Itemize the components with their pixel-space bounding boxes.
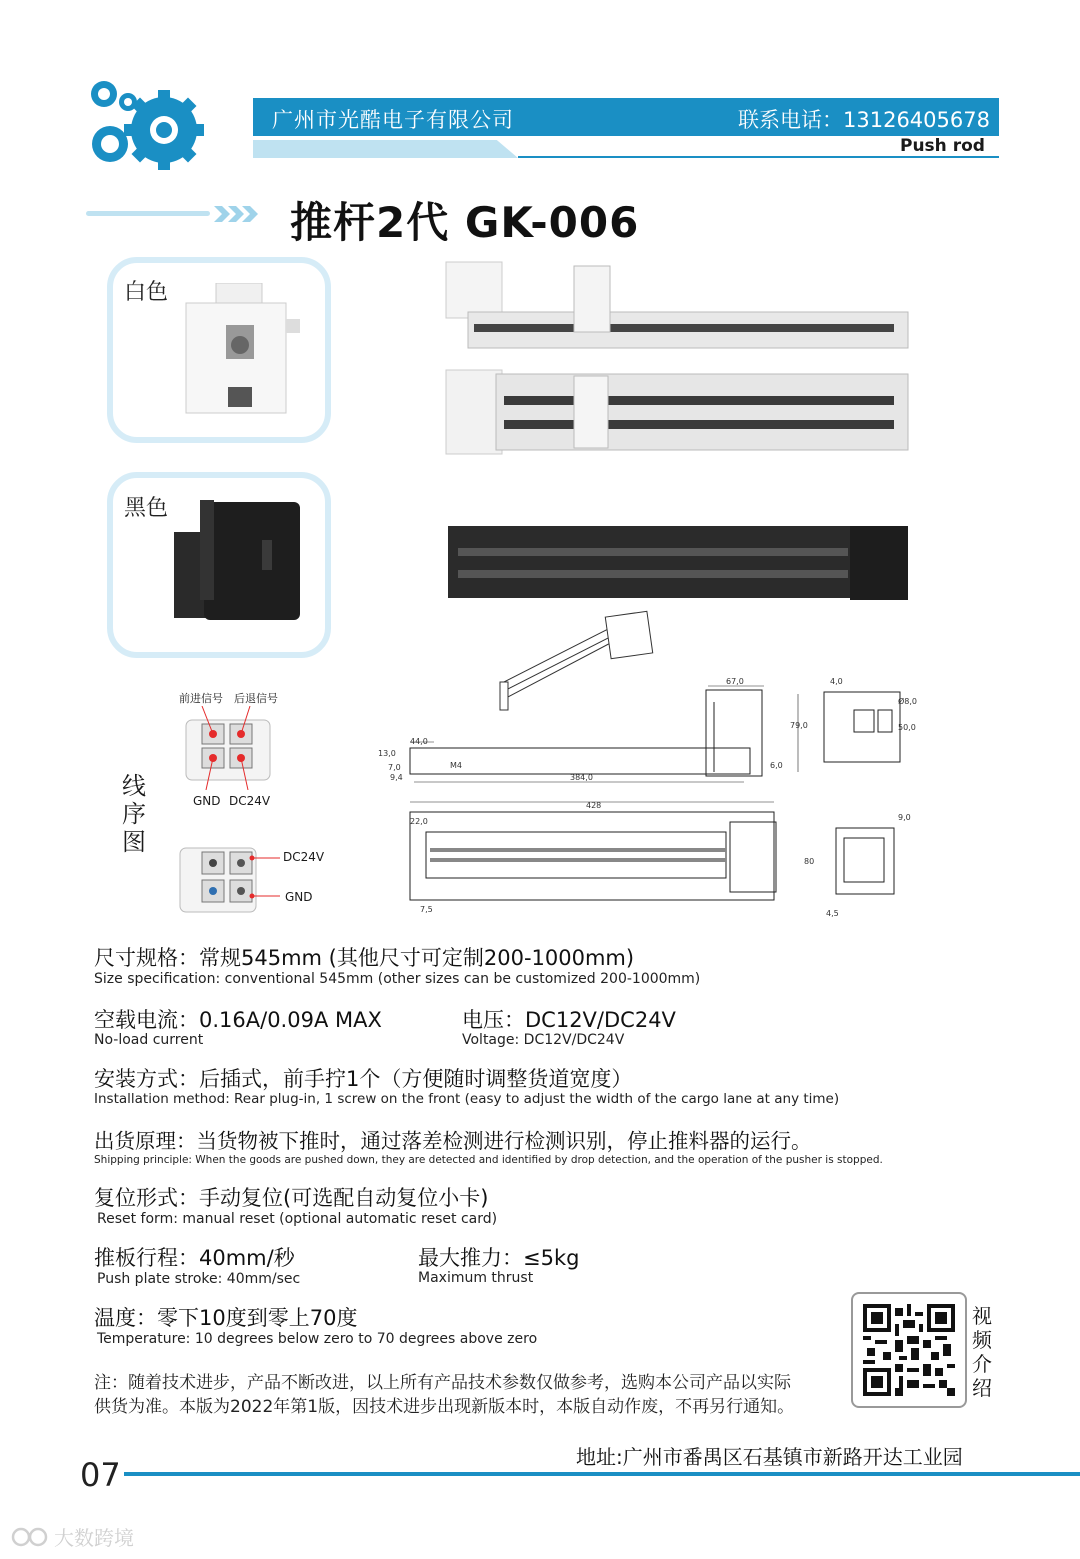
- spec-thrust-en: Maximum thrust: [418, 1270, 534, 1286]
- dim-label: 384,0: [570, 773, 593, 782]
- wiring-label-dc24v: DC24V: [229, 794, 271, 808]
- variant-white-label: 白色: [124, 280, 169, 305]
- spec-voltage: 电压：DC12V/DC24V: [462, 1008, 676, 1032]
- wiring-label-backward: 后退信号: [234, 692, 278, 705]
- dim-label: M4: [450, 761, 462, 770]
- connector-side-diagram: [178, 844, 280, 916]
- connector-front-diagram: [180, 706, 276, 790]
- white-connector-photo: [180, 283, 310, 415]
- black-pushrod-photo: [446, 520, 910, 602]
- spec-current-en: No-load current: [94, 1032, 204, 1048]
- spec-voltage-en: Voltage: DC12V/DC24V: [462, 1032, 625, 1048]
- company-name: 广州市光酷电子有限公司: [272, 108, 514, 132]
- spec-reset: 复位形式：手动复位(可选配自动复位小卡): [94, 1186, 489, 1210]
- dim-label: 9,0: [898, 813, 911, 822]
- watermark-logo-icon: [10, 1524, 50, 1550]
- page-title: 推杆2代 GK-006: [290, 198, 640, 247]
- dim-label: 79,0: [790, 721, 808, 730]
- spec-shipping-en: Shipping principle: When the goods are pushed down, they are detected and identified by drop detection, and the operation of the pusher is stopped.: [94, 1154, 883, 1166]
- footer-line: [124, 1472, 1080, 1476]
- header-divider: [518, 156, 999, 158]
- dim-label: 7,5: [420, 905, 433, 914]
- dim-label: 6,0: [770, 761, 783, 770]
- wiring-label-forward: 前进信号: [179, 692, 223, 705]
- dim-label: 13,0: [378, 749, 396, 758]
- wiring-side-label-dc24v: DC24V: [283, 850, 325, 864]
- spec-shipping: 出货原理：当货物被下推时，通过落差检测进行检测识别，停止推料器的运行。: [94, 1129, 812, 1153]
- disclaimer-line-1: 注：随着技术进步，产品不断改进，以上所有产品技术参数仅做参考，选购本公司产品以实际: [94, 1373, 791, 1393]
- company-logo: [84, 72, 212, 176]
- contact-phone: 联系电话：13126405678: [738, 108, 990, 132]
- spec-size-en: Size specification: conventional 545mm (other sizes can be customized 200-1000mm): [94, 971, 701, 987]
- company-address: 地址:广州市番禺区石基镇市新路开达工业园: [576, 1445, 963, 1469]
- dim-label: 50,0: [898, 723, 916, 732]
- dim-label: 4,0: [830, 677, 843, 686]
- spec-stroke: 推板行程：40mm/秒: [94, 1246, 295, 1270]
- white-pushrod-photo: [440, 258, 912, 458]
- dim-label: 80: [804, 857, 815, 866]
- variant-black-label: 黑色: [124, 496, 169, 521]
- spec-install: 安装方式：后插式，前手拧1个（方便随时调整货道宽度）: [94, 1067, 633, 1091]
- dim-label: 4,5: [826, 909, 839, 918]
- product-category: Push rod: [900, 136, 985, 156]
- watermark-text: 大数跨境: [54, 1526, 134, 1550]
- spec-temperature-en: Temperature: 10 degrees below zero to 70 degrees above zero: [97, 1331, 538, 1347]
- wiring-label-gnd: GND: [193, 794, 221, 808]
- title-decoration: [86, 211, 210, 216]
- dim-label: Ø8,0: [898, 697, 918, 706]
- dim-label: 7,0: [388, 763, 401, 772]
- spec-current: 空载电流：0.16A/0.09A MAX: [94, 1008, 382, 1032]
- spec-reset-en: Reset form: manual reset (optional automatic reset card): [97, 1211, 498, 1227]
- dim-label: 22,0: [410, 817, 428, 826]
- qr-code-icon[interactable]: [863, 1304, 955, 1396]
- page-number: 07: [80, 1456, 121, 1494]
- header-sub-bar: [253, 140, 518, 158]
- spec-install-en: Installation method: Rear plug-in, 1 screw on the front (easy to adjust the width of the cargo lane at any time): [94, 1091, 840, 1107]
- spec-temperature: 温度：零下10度到零上70度: [94, 1306, 358, 1330]
- black-connector-photo: [170, 500, 300, 626]
- disclaimer-line-2: 供货为准。本版为2022年第1版，因技术进步出现新版本时，本版自动作废，不再另行通知。: [94, 1397, 795, 1417]
- dim-label: 44,0: [410, 737, 428, 746]
- spec-thrust: 最大推力：≤5kg: [418, 1246, 580, 1270]
- chevron-arrows-icon: [214, 204, 260, 224]
- qr-caption: 视频介绍: [972, 1304, 992, 1400]
- spec-size: 尺寸规格：常规545mm (其他尺寸可定制200-1000mm): [94, 946, 635, 970]
- wiring-title: 线序图: [122, 772, 146, 856]
- dim-label: 428: [586, 801, 602, 810]
- spec-stroke-en: Push plate stroke: 40mm/sec: [97, 1271, 301, 1287]
- wiring-side-label-gnd: GND: [285, 890, 313, 904]
- dim-label: 67,0: [726, 677, 744, 686]
- dim-label: 9,4: [390, 773, 403, 782]
- technical-drawing: [374, 672, 920, 922]
